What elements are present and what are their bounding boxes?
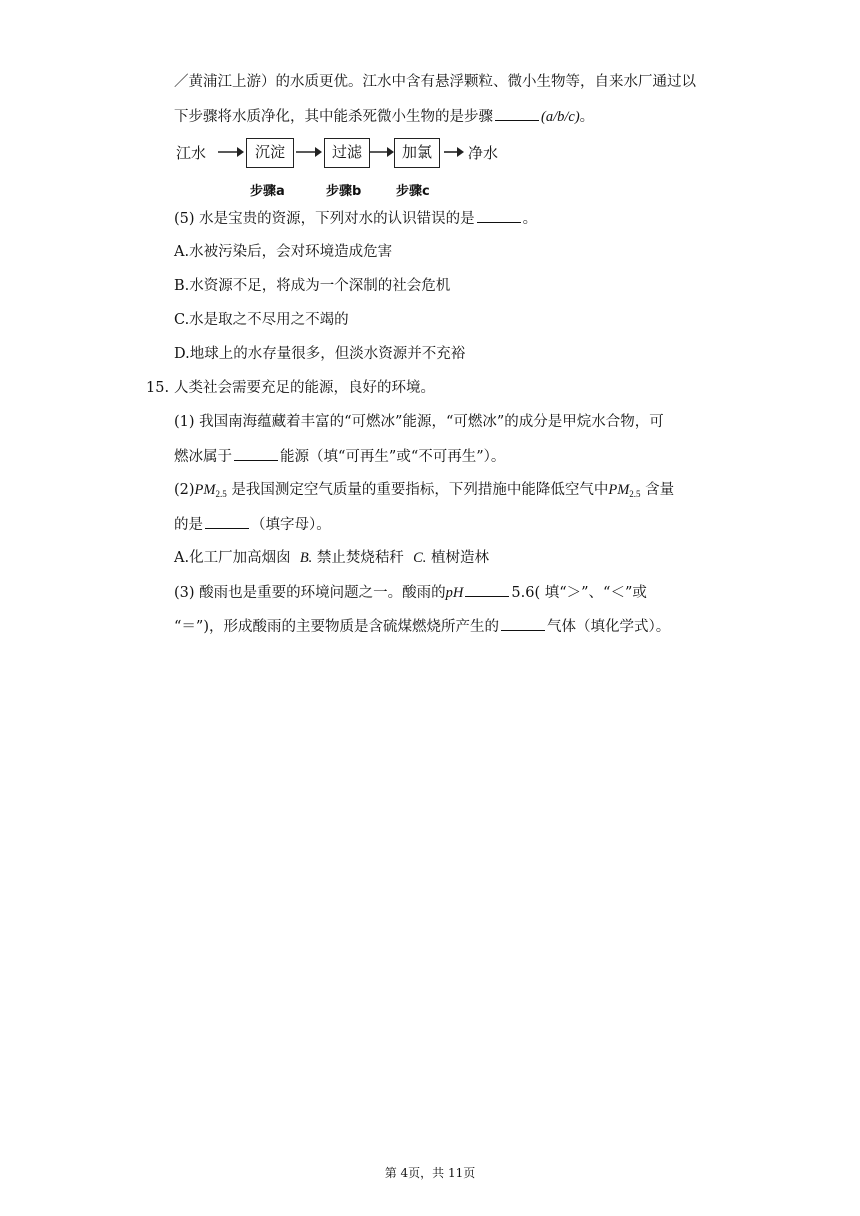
arrow-icon [444,145,464,159]
q14-part-5-text: (5) 水是宝贵的资源，下列对水的认识错误的是 [174,211,475,227]
option-a: A.化工厂加高烟囱 [174,550,291,566]
step-c-label: 步骤c [396,184,430,199]
option-b: B.水资源不足，将成为一个深制的社会危机 [174,278,451,294]
q15-part-3-end: 气体（填化学式）。 [546,619,671,635]
option-c-letter: C. [413,550,427,566]
option-b-letter: B. [299,550,313,566]
arrow-icon [218,145,244,159]
diagram-end-label: 净水 [468,144,499,162]
q14-line-2 [174,106,594,127]
q14-part-5 [174,208,537,229]
answer-blank[interactable] [501,616,545,631]
option-d: D.地球上的水存量很多，但淡水资源并不充裕 [174,346,466,362]
option-b: 禁止焚烧秸秆 [312,550,404,566]
page-footer: 第 4页，共 11页 [384,1166,476,1180]
q14-line-2-end: 。 [579,109,595,125]
q15-stem: 人类社会需要充足的能源，良好的环境。 [174,380,435,396]
q15-part-2-line-1 [174,480,674,504]
q15-part-2-prompt: 的是 [174,517,203,533]
step-a-label: 步骤a [250,184,285,199]
q14-line-1: ／黄浦江上游）的水质更优。江水中含有悬浮颗粒、微小生物等，自来水厂通过以 [174,74,696,90]
step-options: (a/b/c) [541,109,580,125]
q15-part-3-line-2 [174,616,670,637]
option-c: C.水是取之不尽用之不竭的 [174,312,349,328]
pm25-term: $PM_{2.5}$ [608,482,641,499]
diagram-start-label: 江水 [176,144,207,162]
q14-part-5-end: 。 [522,211,538,227]
question-number: 15. [146,380,170,396]
q15-part-2-options [174,548,489,568]
q15-part-3-hint: 5.6( 填“＞”、“＜”或 [511,585,647,601]
diagram-box-sediment: 沉淀 [246,138,294,168]
q15-part-1-line-2 [174,446,505,467]
answer-blank[interactable] [205,514,249,529]
q15-part-2-hint: （填字母）。 [251,517,331,533]
q15-part-2-line-2 [174,514,331,535]
diagram-box-filter: 过滤 [324,138,370,168]
q14-line-2-text: 下步骤将水质净化，其中能杀死微小生物的是步骤 [174,109,493,125]
answer-blank[interactable] [495,106,539,121]
step-b-label: 步骤b [326,184,362,199]
answer-blank[interactable] [234,446,278,461]
q15-part-3-text-2: “＝”)，形成酸雨的主要物质是含硫煤燃烧所产生的 [174,619,499,635]
q15-part-1-text: 燃冰属于 [174,449,232,465]
q15-part-3-text: (3) 酸雨也是重要的环境问题之一。酸雨的 [174,585,446,601]
water-purification-diagram [174,136,514,202]
option-a: A.水被污染后，会对环境造成危害 [174,244,393,260]
q15-part-2-end: 含量 [640,482,675,498]
answer-blank[interactable] [465,582,509,597]
ph-term: pH [445,585,464,601]
q15-part-2-text: 是我国测定空气质量的重要指标，下列措施中能降低空气中 [226,482,609,498]
option-c: 植树造林 [426,550,490,566]
arrow-icon [370,145,394,159]
diagram-box-chlorine: 加氯 [394,138,440,168]
pm25-term: $PM_{2.5}$ [194,482,227,499]
answer-blank[interactable] [477,208,521,223]
arrow-icon [296,145,322,159]
q15-part-3-line-1 [174,582,647,603]
q15-part-2-label: (2) [174,482,195,498]
q15-part-1-line-1: (1) 我国南海蕴藏着丰富的“可燃冰”能源，“可燃冰”的成分是甲烷水合物，可 [174,414,664,430]
q15-part-1-end: 能源（填“可再生”或“不可再生”）。 [280,449,506,465]
